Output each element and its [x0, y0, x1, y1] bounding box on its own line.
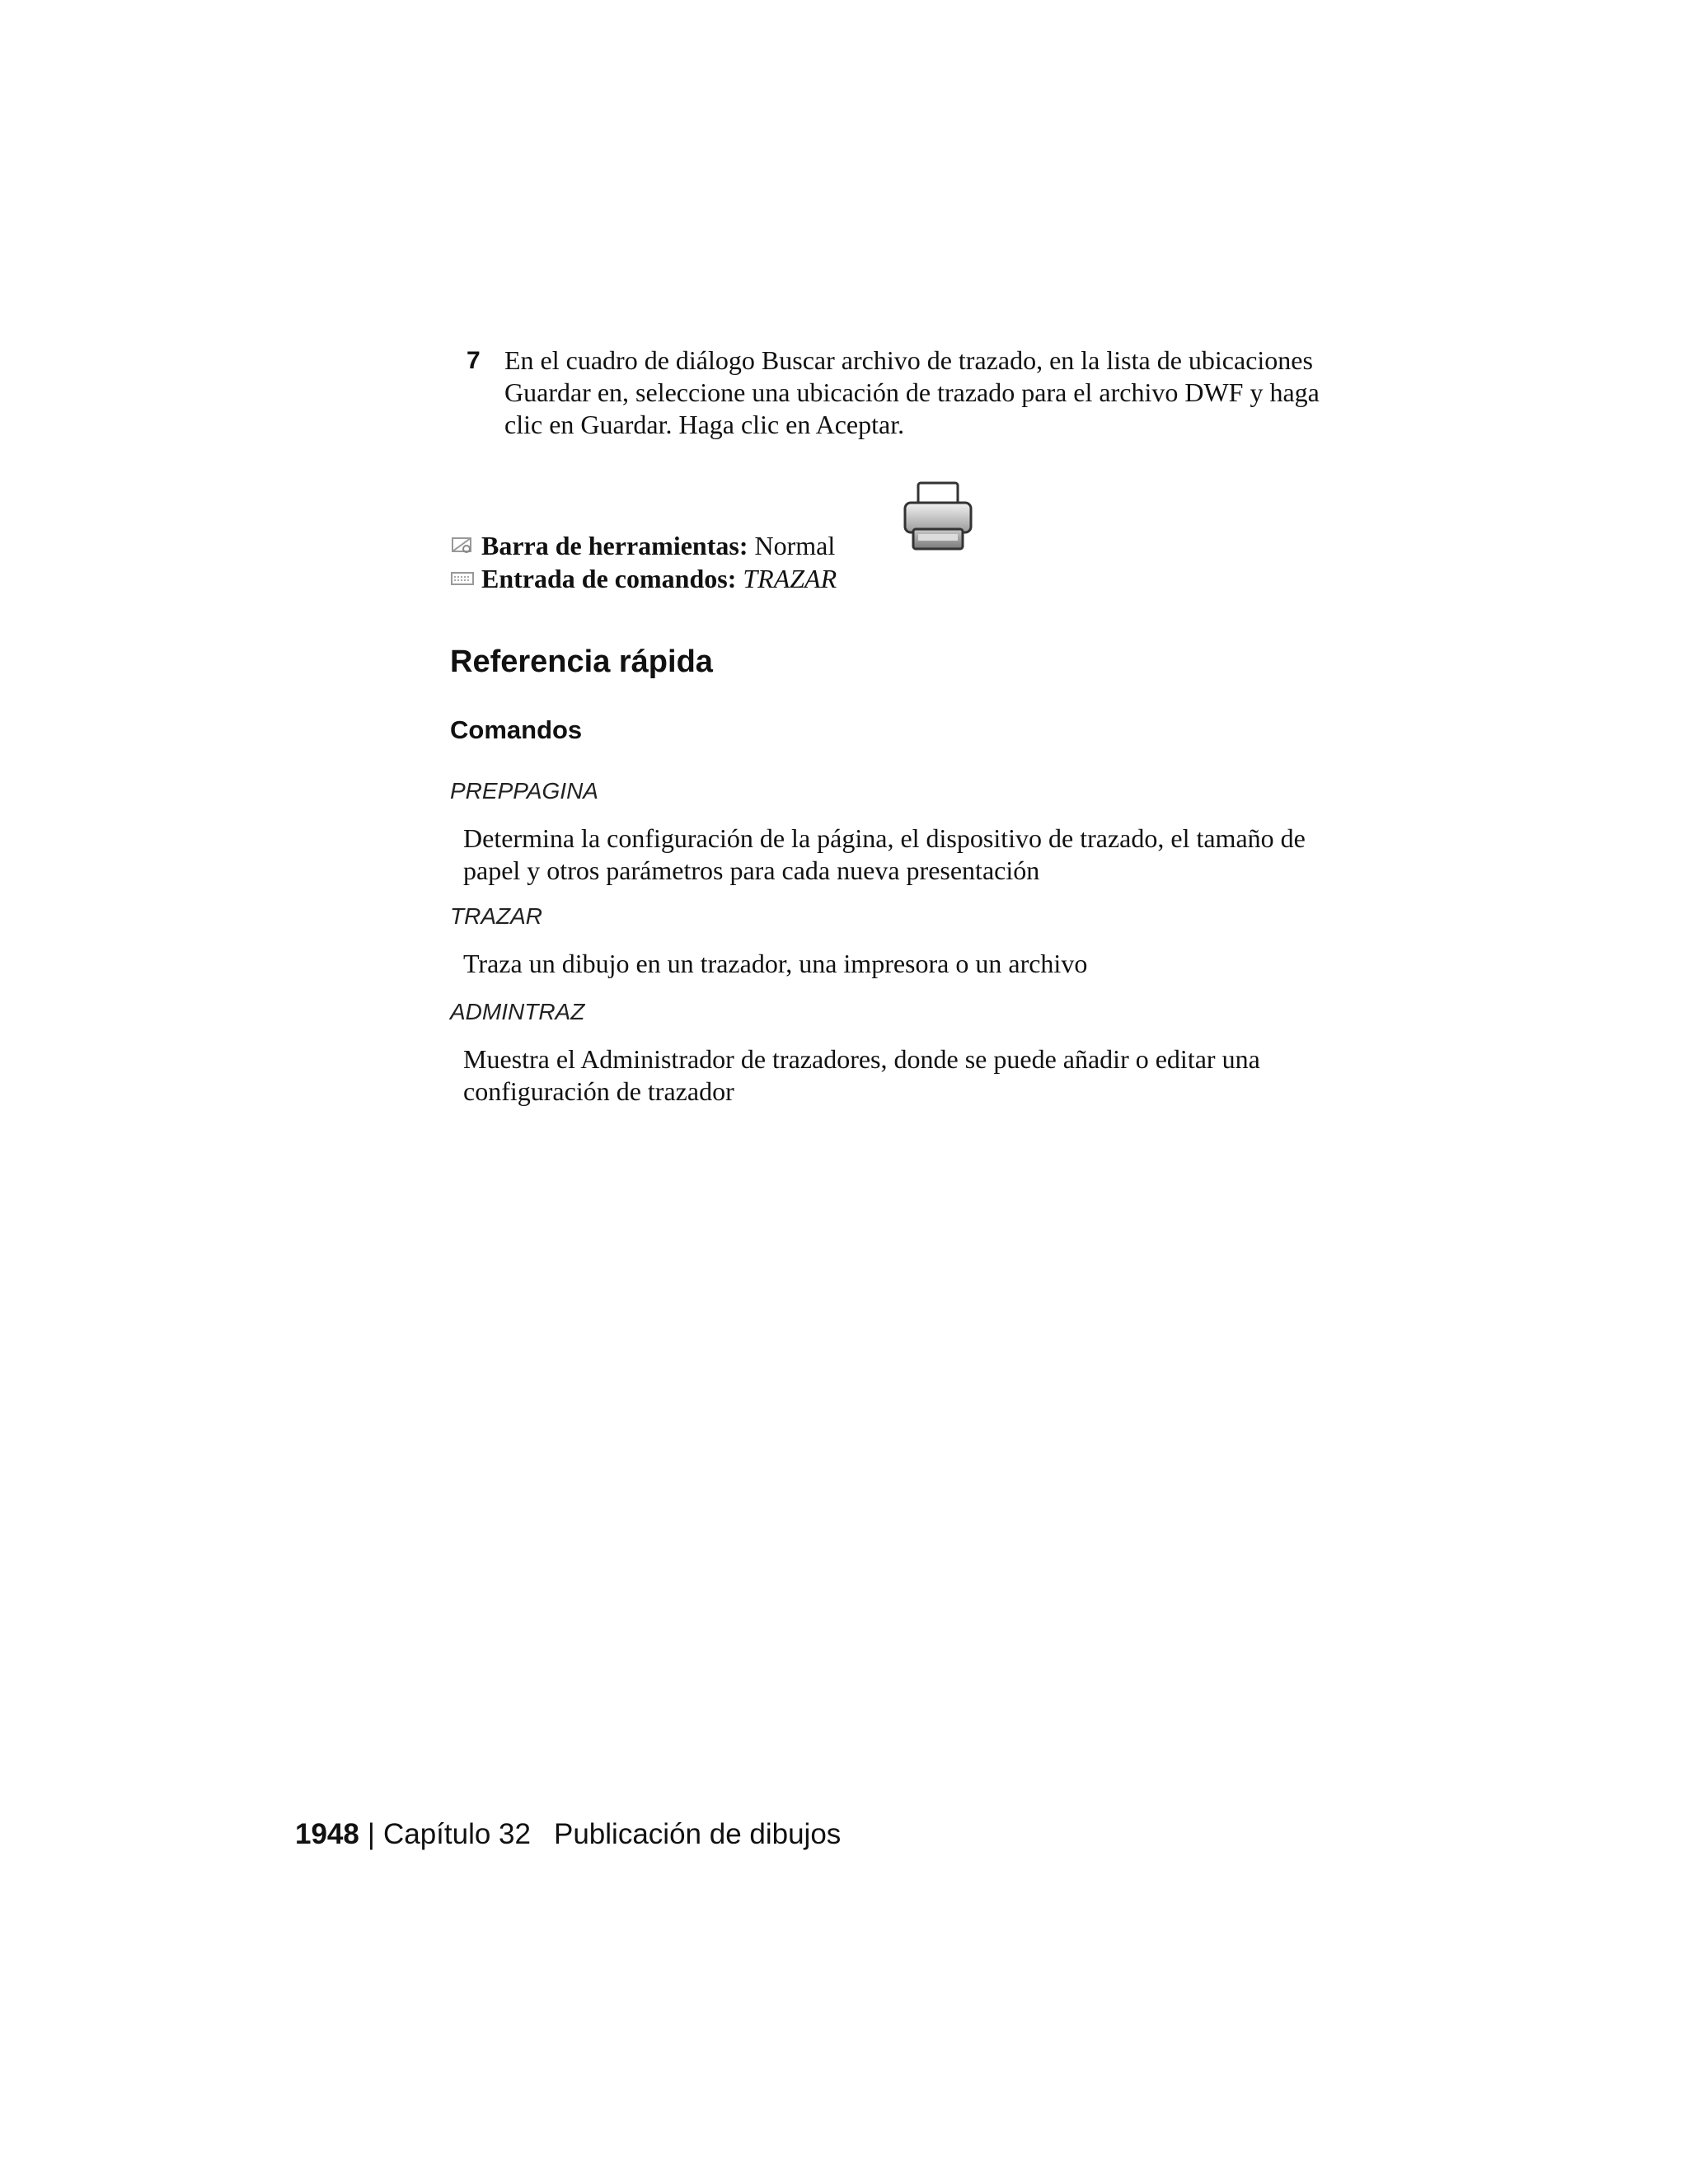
step-text: En el cuadro de diálogo Buscar archivo de trazado, en la lista de ubicaciones Guardar en, seleccione una ubicación de trazado para el archivo DWF y haga clic en Guardar. Haga clic en Aceptar.: [504, 345, 1320, 439]
subsection-title: Comandos: [450, 715, 583, 744]
section-title: Referencia rápida: [450, 644, 713, 679]
page-number: 1948: [295, 1818, 359, 1850]
page-footer: [295, 1816, 841, 1853]
command-name: PREPPAGINA: [450, 778, 598, 804]
command-description: Traza un dibujo en un trazador, una impresora o un archivo: [463, 949, 1088, 978]
command-value: TRAZAR: [743, 564, 837, 593]
command-access-line: [450, 562, 837, 595]
command-description: Muestra el Administrador de trazadores, donde se puede añadir o editar una configuración de trazador: [463, 1044, 1260, 1106]
command-name: ADMINTRAZ: [450, 999, 585, 1024]
keyboard-icon: [450, 564, 475, 585]
step-number: 7: [467, 347, 481, 374]
command-label: Entrada de comandos:: [481, 564, 737, 593]
chapter-label: Capítulo 32: [382, 1818, 531, 1850]
toolbar-icon: [450, 531, 475, 552]
chapter-title: Publicación de dibujos: [554, 1818, 842, 1850]
printer-icon: [900, 480, 976, 554]
footer-separator: |: [367, 1818, 375, 1850]
command-description: Determina la configuración de la página, el dispositivo de trazado, el tamaño de papel y otros parámetros para cada nueva presentación: [463, 823, 1306, 885]
command-name: TRAZAR: [450, 903, 542, 929]
toolbar-label: Barra de herramientas:: [481, 531, 748, 560]
toolbar-access-line: [450, 529, 835, 562]
toolbar-value: Normal: [754, 531, 836, 560]
